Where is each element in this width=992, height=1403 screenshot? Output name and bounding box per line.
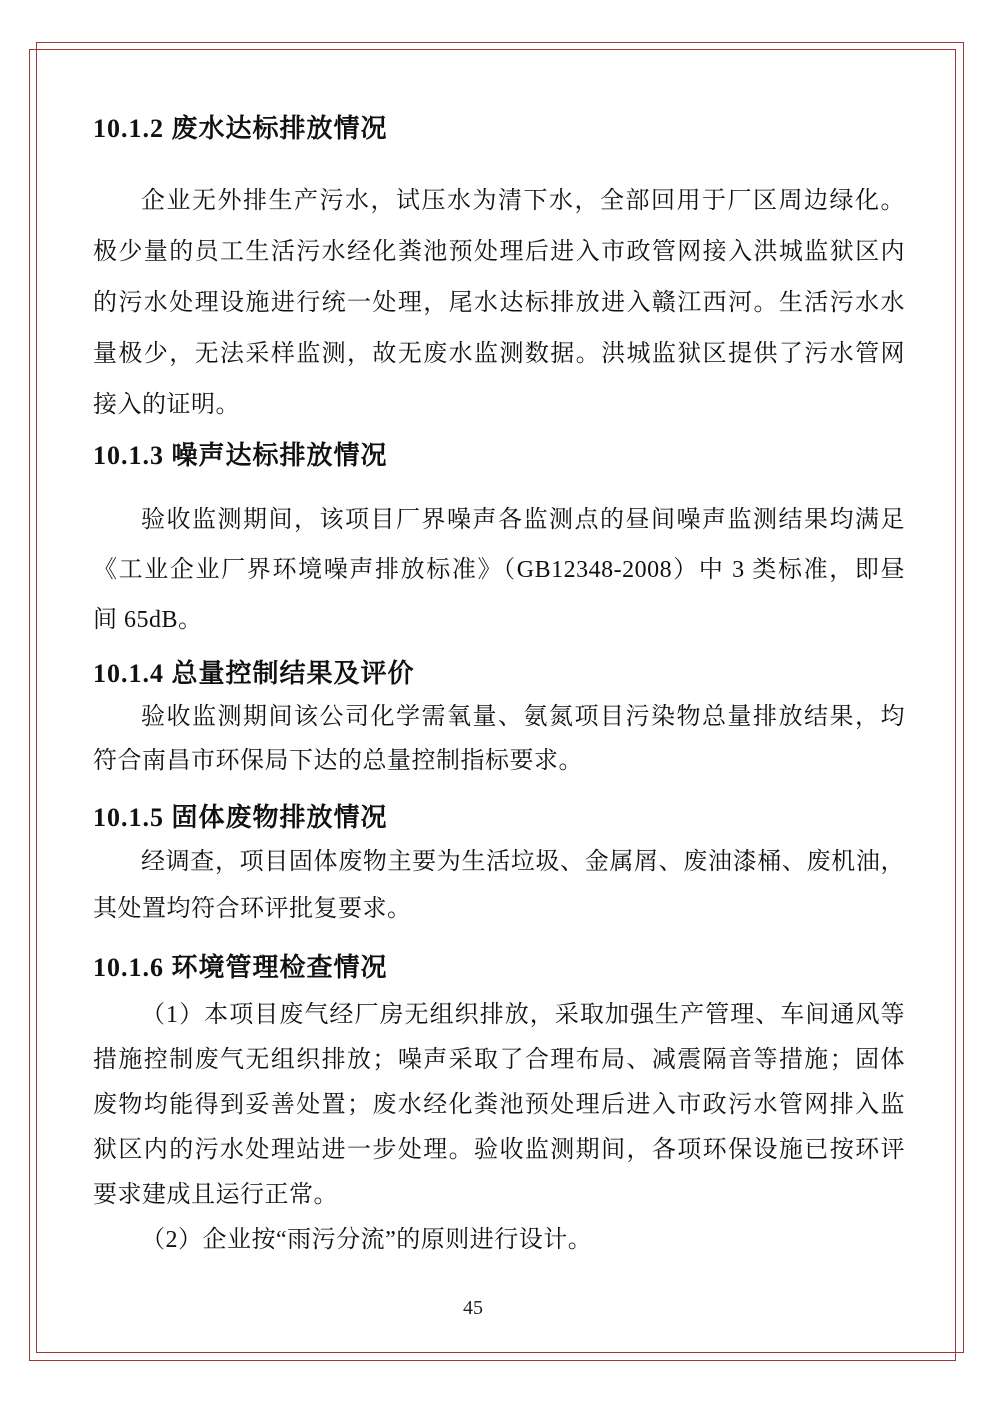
paragraph-line: （1）本项目废气经厂房无组织排放，采取加强生产管理、车间通风等 (141, 1002, 905, 1028)
document-content (93, 112, 905, 1263)
section-10-1-5 (93, 801, 905, 933)
page-number: 45 (463, 1297, 483, 1319)
section-heading: 10.1.6 环境管理检查情况 (93, 953, 388, 982)
section-paragraph (93, 695, 905, 783)
paragraph-line: 其处置均符合环评批复要求。 (93, 896, 412, 922)
paragraph-line: （2）企业按“雨污分流”的原则进行设计。 (141, 1227, 593, 1253)
paragraph-line: 接入的证明。 (93, 392, 240, 418)
section-10-1-4 (93, 657, 905, 783)
paragraph-line: 极少量的员工生活污水经化粪池预处理后进入市政管网接入洪城监狱区内 (93, 239, 905, 265)
section-paragraph (93, 993, 905, 1263)
paragraph-line: 经调查，项目固体废物主要为生活垃圾、金属屑、废油漆桶、废机油， (141, 849, 905, 875)
paragraph-line: 验收监测期间，该项目厂界噪声各监测点的昼间噪声监测结果均满足 (141, 507, 905, 533)
section-paragraph (93, 176, 905, 431)
section-heading: 10.1.2 废水达标排放情况 (93, 114, 388, 143)
paragraph-line: 量极少，无法采样监测，故无废水监测数据。洪城监狱区提供了污水管网 (93, 341, 905, 367)
paragraph-line: 要求建成且运行正常。 (93, 1182, 338, 1208)
paragraph-line: 企业无外排生产污水，试压水为清下水，全部回用于厂区周边绿化。 (141, 188, 905, 214)
section-heading: 10.1.5 固体废物排放情况 (93, 803, 388, 832)
section-paragraph (93, 495, 905, 645)
section-10-1-3 (93, 439, 905, 645)
section-heading: 10.1.4 总量控制结果及评价 (93, 659, 415, 688)
paragraph-line: 狱区内的污水处理站进一步处理。验收监测期间，各项环保设施已按环评 (93, 1137, 905, 1163)
paragraph-line: 符合南昌市环保局下达的总量控制指标要求。 (93, 748, 583, 774)
paragraph-line: 废物均能得到妥善处置；废水经化粪池预处理后进入市政污水管网排入监 (93, 1092, 905, 1118)
paragraph-line: 验收监测期间该公司化学需氧量、氨氮项目污染物总量排放结果，均 (141, 704, 905, 730)
section-heading: 10.1.3 噪声达标排放情况 (93, 441, 388, 470)
section-10-1-6 (93, 951, 905, 1263)
paragraph-line: 间 65dB。 (93, 607, 203, 633)
paragraph-line: 《工业企业厂界环境噪声排放标准》（GB12348-2008）中 3 类标准，即昼 (93, 557, 905, 583)
section-paragraph (93, 839, 905, 933)
paragraph-line: 的污水处理设施进行统一处理，尾水达标排放进入赣江西河。生活污水水 (93, 290, 905, 316)
paragraph-line: 措施控制废气无组织排放；噪声采取了合理布局、减震隔音等措施；固体 (93, 1047, 905, 1073)
section-10-1-2 (93, 112, 905, 431)
